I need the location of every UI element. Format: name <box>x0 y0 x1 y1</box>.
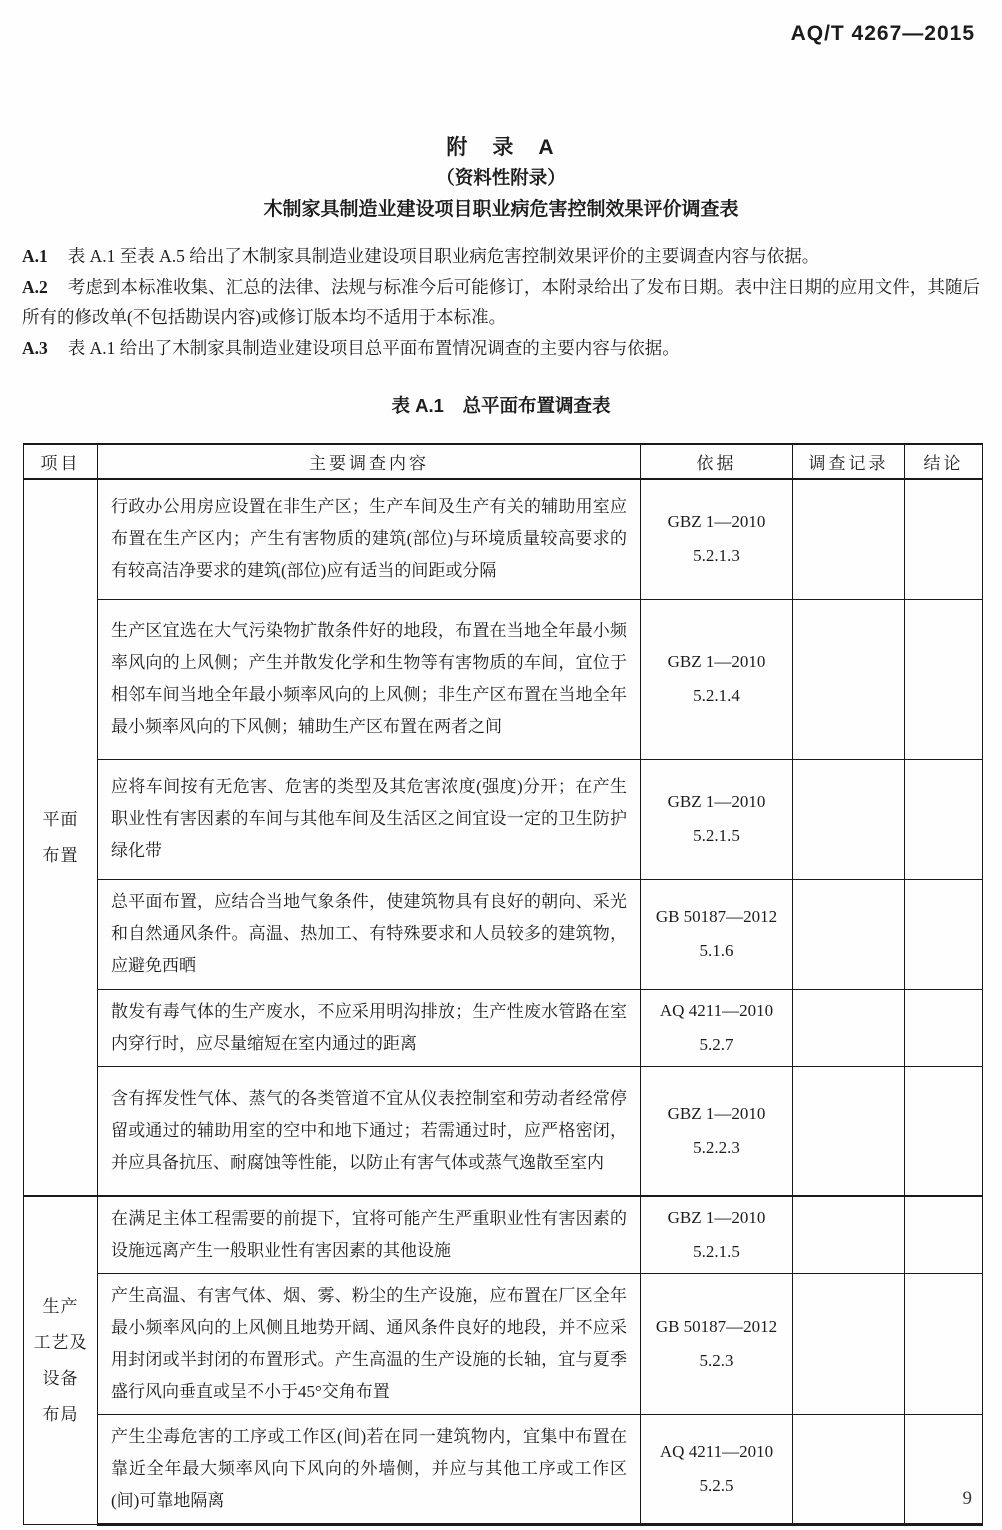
record-cell <box>793 1196 905 1274</box>
basis-cell <box>641 989 793 1066</box>
content-cell: 含有挥发性气体、蒸气的各类管道不宜从仪表控制室和劳动者经常停留或通过的辅助用室的空中和地下通过；若需通过时，应严格密闭，并应具备抗压、耐腐蚀等性能，以防止有害气体或蒸气逸散至室内 <box>98 1066 641 1196</box>
record-cell <box>793 479 905 599</box>
basis-standard: AQ 4211—2010 <box>659 1442 774 1461</box>
basis-cell <box>641 1066 793 1196</box>
appendix-subtitle: （资料性附录） <box>436 167 566 188</box>
content-cell: 产生高温、有害气体、烟、雾、粉尘的生产设施，应布置在厂区全年最小频率风向的上风侧且地势开阔、通风条件良好的地段，并不应采用封闭或半封闭的布置形式。产生高温的生产设施的长轴，宜与夏季盛行风向垂直或呈不小于45°交角布置 <box>98 1274 641 1415</box>
header-record: 调查记录 <box>793 444 905 479</box>
basis-standard: GBZ 1—2010 <box>667 512 766 532</box>
content-cell: 产生尘毒危害的工序或工作区(间)若在同一建筑物内，宜集中布置在靠近全年最大频率风向下风向的外墙侧，并应与其他工序或工作区(间)可靠地隔离 <box>98 1415 641 1525</box>
paragraph-a3 <box>22 333 980 364</box>
content-cell: 行政办公用房应设置在非生产区；生产车间及生产有关的辅助用室应布置在生产区内；产生有害物质的建筑(部位)与环境质量较高要求的有较高洁净要求的建筑(部位)应有适当的间距或分隔 <box>98 479 641 599</box>
record-cell <box>793 1066 905 1196</box>
basis-clause: 5.2.1.5 <box>693 826 740 845</box>
basis-cell <box>641 879 793 989</box>
basis-cell <box>641 479 793 599</box>
basis-clause: 5.2.1.5 <box>693 1242 740 1261</box>
basis-standard: GBZ 1—2010 <box>667 652 766 671</box>
table-row <box>24 1196 983 1274</box>
header-item: 项目 <box>24 444 98 479</box>
basis-clause: 5.1.6 <box>699 941 734 960</box>
paragraph-a1 <box>22 241 980 272</box>
basis-standard: GB 50187—2012 <box>655 907 778 926</box>
basis-standard: GB 50187—2012 <box>655 1317 778 1336</box>
conclusion-cell <box>905 989 983 1066</box>
survey-table <box>23 443 983 1526</box>
paragraph-text: 表 A.1 给出了木制家具制造业建设项目总平面布置情况调查的主要内容与依据。 <box>67 337 680 358</box>
basis-standard: GBZ 1—2010 <box>667 1103 766 1123</box>
content-cell: 在满足主体工程需要的前提下，宜将可能产生严重职业性有害因素的设施远离产生一般职业性有害因素的其他设施 <box>98 1196 641 1274</box>
table-title: 表 A.1 总平面布置调查表 <box>391 395 611 416</box>
content-cell: 生产区宜选在大气污染物扩散条件好的地段，布置在当地全年最小频率风向的上风侧；产生并散发化学和生物等有害物质的车间，宜位于相邻车间当地全年最小频率风向的上风侧；非生产区布置在当地全年最小频率风向的下风侧；辅助生产区布置在两者之间 <box>98 599 641 759</box>
item-line: 设备 <box>42 1368 79 1388</box>
conclusion-cell <box>905 599 983 759</box>
basis-clause: 5.2.5 <box>699 1476 734 1495</box>
content-cell: 应将车间按有无危害、危害的类型及其危害浓度(强度)分开；在产生职业性有害因素的车间与其他车间及生活区之间宜设一定的卫生防护绿化带 <box>98 759 641 879</box>
appendix-title: 附 录 A <box>446 136 556 159</box>
paragraph-text: 表 A.1 至表 A.5 给出了木制家具制造业建设项目职业病危害控制效果评价的主要调查内容与依据。 <box>67 246 820 266</box>
item-line: 布局 <box>42 1404 79 1424</box>
basis-standard: AQ 4211—2010 <box>659 1000 774 1020</box>
basis-cell <box>641 1196 793 1274</box>
standard-number: AQ/T 4267—2015 <box>790 22 975 45</box>
table-row <box>24 599 983 759</box>
basis-cell <box>641 1274 793 1415</box>
basis-clause: 5.2.2.3 <box>693 1137 740 1157</box>
table-row <box>24 1066 983 1196</box>
conclusion-cell <box>905 1066 983 1196</box>
conclusion-cell <box>905 759 983 879</box>
item-line: 工艺及 <box>33 1332 88 1352</box>
table-row <box>24 1415 983 1525</box>
header-conclusion: 结论 <box>905 444 983 479</box>
conclusion-cell <box>905 879 983 989</box>
paragraph-label: A.3 <box>22 337 48 358</box>
basis-cell <box>641 1415 793 1525</box>
content-cell: 总平面布置，应结合当地气象条件，使建筑物具有良好的朝向、采光和自然通风条件。高温、热加工、有特殊要求和人员较多的建筑物，应避免西晒 <box>98 879 641 989</box>
basis-cell <box>641 759 793 879</box>
record-cell <box>793 1274 905 1415</box>
table-row <box>24 989 983 1066</box>
record-cell <box>793 599 905 759</box>
item-line: 布置 <box>42 845 79 865</box>
item-cell <box>24 1196 98 1525</box>
conclusion-cell <box>905 479 983 599</box>
conclusion-cell <box>905 1274 983 1415</box>
item-line: 平面 <box>42 809 79 829</box>
basis-cell <box>641 599 793 759</box>
table-header-row <box>24 444 983 479</box>
paragraph-label: A.1 <box>22 246 48 266</box>
basis-clause: 5.2.7 <box>699 1034 734 1054</box>
header-content: 主要调查内容 <box>98 444 641 479</box>
record-cell <box>793 879 905 989</box>
basis-clause: 5.2.3 <box>699 1351 734 1370</box>
content-cell: 散发有毒气体的生产废水，不应采用明沟排放；生产性废水管路在室内穿行时，应尽量缩短在室内通过的距离 <box>98 989 641 1066</box>
paragraph-a2 <box>22 272 980 333</box>
item-cell <box>24 479 98 1196</box>
record-cell <box>793 989 905 1066</box>
page-number: 9 <box>962 1488 972 1509</box>
record-cell <box>793 759 905 879</box>
intro-paragraphs <box>22 241 980 363</box>
header-basis: 依据 <box>641 444 793 479</box>
appendix-heading: 木制家具制造业建设项目职业病危害控制效果评价调查表 <box>263 199 739 220</box>
paragraph-label: A.2 <box>22 276 48 297</box>
table-row <box>24 759 983 879</box>
record-cell <box>793 1415 905 1525</box>
table-row <box>24 879 983 989</box>
basis-standard: GBZ 1—2010 <box>667 1208 766 1227</box>
paragraph-text: 考虑到本标准收集、汇总的法律、法规与标准今后可能修订，本附录给出了发布日期。表中注日期的应用文件，其随后所有的修改单(不包括勘误内容)或修订版本均不适用于本标准。 <box>22 276 980 327</box>
basis-standard: GBZ 1—2010 <box>667 792 766 811</box>
table-row <box>24 1274 983 1415</box>
item-line: 生产 <box>42 1296 79 1316</box>
conclusion-cell <box>905 1196 983 1274</box>
basis-clause: 5.2.1.4 <box>693 686 740 705</box>
basis-clause: 5.2.1.3 <box>693 546 740 566</box>
table-row <box>24 479 983 599</box>
